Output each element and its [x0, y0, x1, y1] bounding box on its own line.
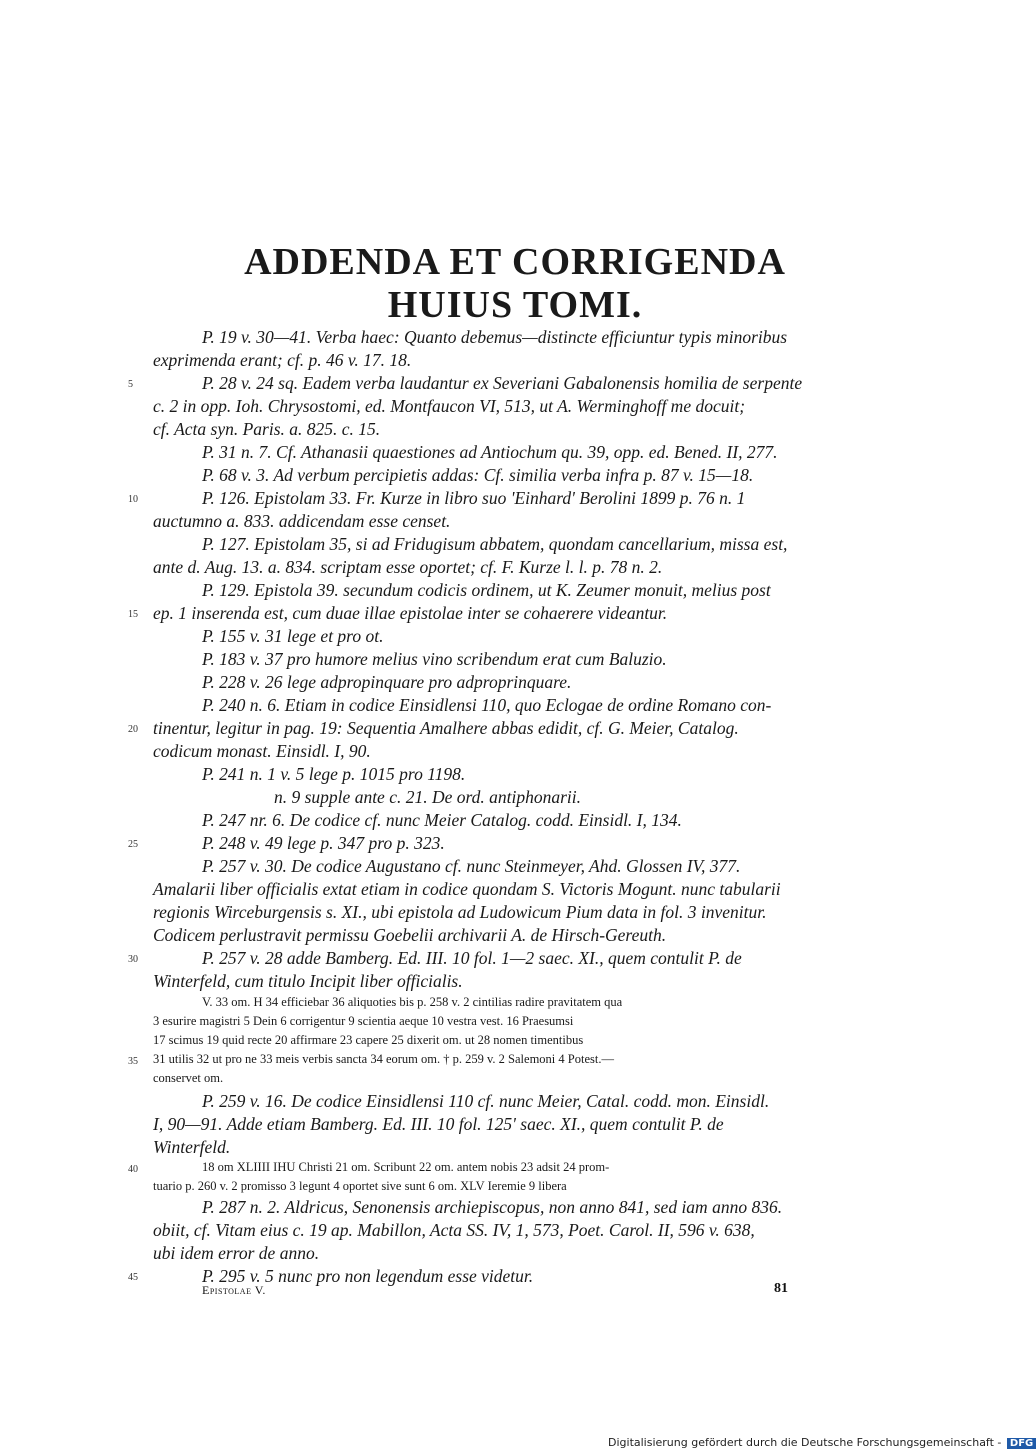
text-line: P. 259 v. 16. De codice Einsidlensi 110 cf. nunc Meier, Catal. codd. mon. Einsidl. — [202, 1091, 770, 1111]
text-line: P. 183 v. 37 pro humore melius vino scribendum erat cum Baluzio. — [202, 649, 667, 669]
text-line: P. 257 v. 30. De codice Augustano cf. nunc Steinmeyer, Ahd. Glossen IV, 377. — [202, 856, 741, 876]
page-title-line-1: ADDENDA ET CORRIGENDA — [244, 241, 786, 283]
text-line: P. 129. Epistola 39. secundum codicis ordinem, ut K. Zeumer monuit, melius post — [202, 580, 771, 600]
text-line: c. 2 in opp. Ioh. Chrysostomi, ed. Montfaucon VI, 513, ut A. Werminghoff me docuit; — [153, 396, 746, 416]
text-line: P. 28 v. 24 sq. Eadem verba laudantur ex Severiani Gabalonensis homilia de serpente — [202, 373, 803, 393]
margin-line-number: 5 — [128, 379, 133, 390]
text-line: codicum monast. Einsidl. I, 90. — [153, 741, 371, 761]
text-line: ante d. Aug. 13. a. 834. scriptam esse oportet; cf. F. Kurze l. l. p. 78 n. 2. — [153, 557, 663, 577]
apparatus-line: 17 scimus 19 quid recte 20 affirmare 23 capere 25 dixerit om. ut 28 nomen timentibus — [153, 1033, 584, 1047]
text-line: Amalarii liber officialis extat etiam in codice quondam S. Victoris Mogunt. nunc tabularii — [153, 879, 781, 899]
margin-line-number: 35 — [128, 1056, 138, 1067]
margin-line-number: 45 — [128, 1272, 138, 1283]
text-line: P. 31 n. 7. Cf. Athanasii quaestiones ad Antiochum qu. 39, opp. ed. Bened. II, 277. — [202, 442, 778, 462]
running-footer: Epistolae V. — [202, 1283, 266, 1297]
apparatus-line: 31 utilis 32 ut pro ne 33 meis verbis sancta 34 eorum om. † p. 259 v. 2 Salemoni 4 Potest.— — [153, 1052, 614, 1066]
text-line: exprimenda erant; cf. p. 46 v. 17. 18. — [153, 350, 412, 370]
text-line: n. 9 supple ante c. 21. De ord. antiphonarii. — [274, 787, 582, 807]
text-line: P. 287 n. 2. Aldricus, Senonensis archiepiscopus, non anno 841, sed iam anno 836. — [202, 1197, 783, 1217]
text-line: Winterfeld, cum titulo Incipit liber officialis. — [153, 971, 463, 991]
text-line: ep. 1 inserenda est, cum duae illae epistolae inter se cohaerere videantur. — [153, 603, 668, 623]
text-line: P. 127. Epistolam 35, si ad Fridugisum abbatem, quondam cancellarium, missa est, — [202, 534, 788, 554]
margin-line-number: 20 — [128, 724, 138, 735]
dfg-logo-badge: DFG — [1007, 1438, 1036, 1449]
text-line: cf. Acta syn. Paris. a. 825. c. 15. — [153, 419, 381, 439]
dfg-banner — [608, 1436, 1036, 1449]
text-line: P. 68 v. 3. Ad verbum percipietis addas: Cf. similia verba infra p. 87 v. 15—18. — [202, 465, 754, 485]
text-line: I, 90—91. Adde etiam Bamberg. Ed. III. 10 fol. 125' saec. XI., quem contulit P. de — [153, 1114, 724, 1134]
text-line: tinentur, legitur in pag. 19: Sequentia Amalhere abbas edidit, cf. G. Meier, Catalog. — [153, 718, 739, 738]
text-line: auctumno a. 833. addicendam esse censet. — [153, 511, 451, 531]
text-line: P. 126. Epistolam 33. Fr. Kurze in libro suo 'Einhard' Berolini 1899 p. 76 n. 1 — [202, 488, 746, 508]
apparatus-line: 18 om XLIIII IHU Christi 21 om. Scribunt 22 om. antem nobis 23 adsit 24 prom- — [202, 1160, 610, 1174]
page-title-line-2: HUIUS TOMI. — [387, 284, 643, 326]
text-line: regionis Wirceburgensis s. XI., ubi epistola ad Ludowicum Pium data in fol. 3 invenitur. — [153, 902, 767, 922]
text-line: P. 295 v. 5 nunc pro non legendum esse videtur. — [202, 1266, 534, 1286]
margin-line-number: 15 — [128, 609, 138, 620]
margin-line-number: 30 — [128, 954, 138, 965]
text-line: Winterfeld. — [153, 1137, 231, 1157]
text-line: P. 19 v. 30—41. Verba haec: Quanto debemus—distincte efficiuntur typis minoribus — [202, 327, 788, 347]
text-line: obiit, cf. Vitam eius c. 19 ap. Mabillon, Acta SS. IV, 1, 573, Poet. Carol. II, 596 v. 638, — [153, 1220, 755, 1240]
page-number: 81 — [774, 1281, 788, 1296]
text-line: ubi idem error de anno. — [153, 1243, 320, 1263]
text-line: P. 241 n. 1 v. 5 lege p. 1015 pro 1198. — [202, 764, 466, 784]
apparatus-line: V. 33 om. H 34 efficiebar 36 aliquoties bis p. 258 v. 2 cintilias radire pravitatem qua — [202, 995, 623, 1009]
text-line: P. 155 v. 31 lege et pro ot. — [202, 626, 384, 646]
apparatus-line: 3 esurire magistri 5 Dein 6 corrigentur 9 scientia aeque 10 vestra vest. 16 Praesumsi — [153, 1014, 574, 1028]
text-line: P. 248 v. 49 lege p. 347 pro p. 323. — [202, 833, 445, 853]
text-line: P. 247 nr. 6. De codice cf. nunc Meier Catalog. codd. Einsidl. I, 134. — [202, 810, 682, 830]
dfg-banner-text: Digitalisierung gefördert durch die Deutsche Forschungsgemeinschaft - — [608, 1436, 1002, 1449]
text-line: P. 240 n. 6. Etiam in codice Einsidlensi 110, quo Eclogae de ordine Romano con- — [202, 695, 772, 715]
margin-line-number: 10 — [128, 494, 138, 505]
text-line: P. 228 v. 26 lege adpropinquare pro adproprinquare. — [202, 672, 572, 692]
margin-line-number: 40 — [128, 1164, 138, 1175]
text-line: P. 257 v. 28 adde Bamberg. Ed. III. 10 fol. 1—2 saec. XI., quem contulit P. de — [202, 948, 742, 968]
apparatus-line: tuario p. 260 v. 2 promisso 3 legunt 4 oportet sive sunt 6 om. XLV Ieremie 9 libera — [153, 1179, 567, 1193]
text-line: Codicem perlustravit permissu Goebelii archivarii A. de Hirsch-Gereuth. — [153, 925, 667, 945]
margin-line-number: 25 — [128, 839, 138, 850]
apparatus-line: conservet om. — [153, 1071, 224, 1085]
